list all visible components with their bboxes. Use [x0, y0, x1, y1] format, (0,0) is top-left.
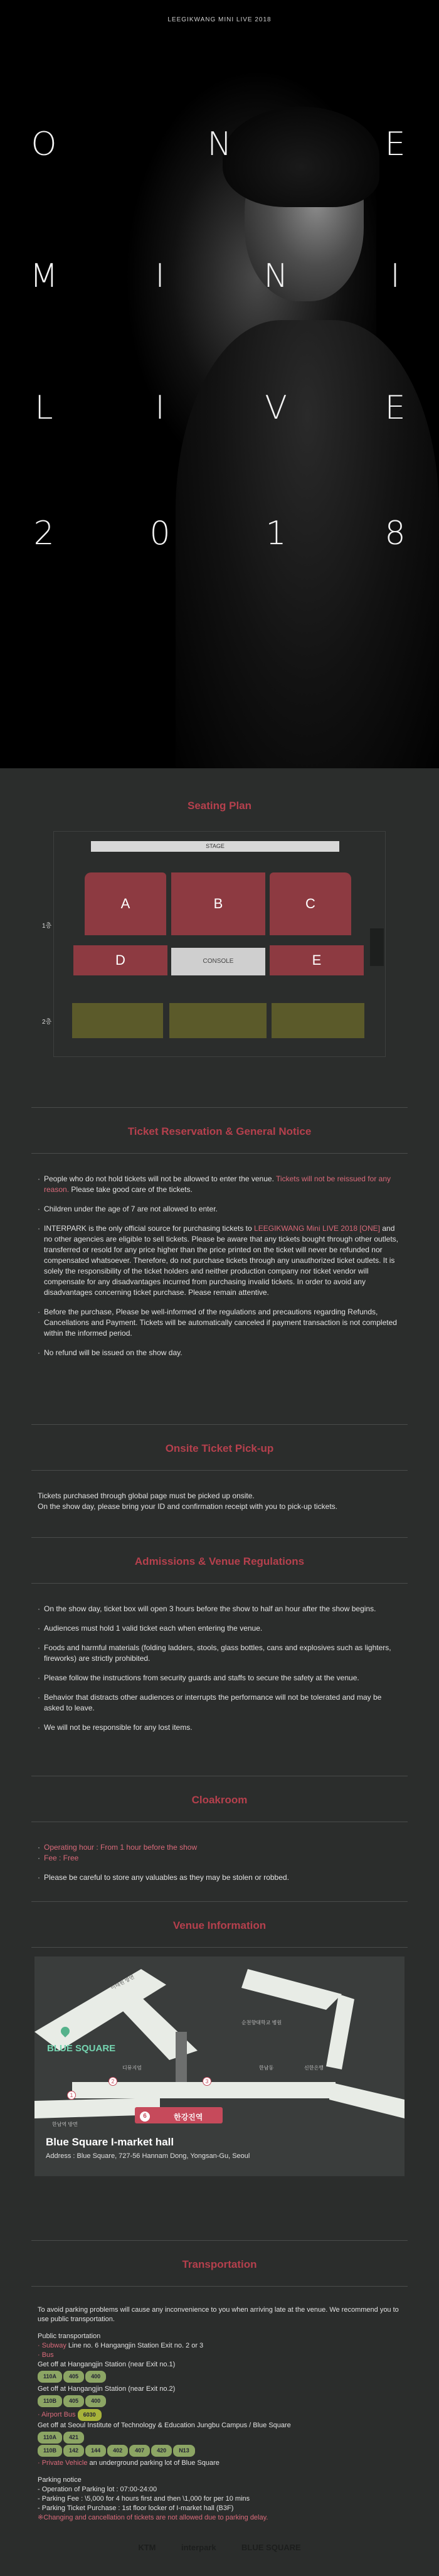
hero-letter: 2 [33, 515, 55, 552]
notice-text: Please take good care of the tickets. [71, 1185, 193, 1194]
divider [31, 2286, 408, 2287]
floor-1-label: 1층 [42, 923, 52, 930]
subway-text: Line no. 6 Hangangjin Station Exit no. 2 or 3 [68, 2342, 204, 2349]
notice-item [38, 1174, 400, 1195]
hero-letter: V [265, 389, 287, 427]
hero-letter: I [155, 257, 165, 295]
artist-hair [223, 107, 379, 207]
admissions-section [0, 1537, 439, 1776]
parking-title: Parking notice [38, 2476, 82, 2484]
parking-warning: ※Changing and cancellation of tickets are not allowed due to parking delay. [38, 2514, 268, 2521]
map-road-label: 순천향대학교 병원 [241, 2020, 282, 2026]
seat-block-c[interactable]: C [270, 872, 351, 935]
hero-topline: LEEGIKWANG MINI LIVE 2018 [167, 16, 272, 23]
admissions-item: · On the show day, ticket box will open 3 hours before the show to half an hour after the show begins. [38, 1604, 400, 1614]
seat-block-a[interactable]: A [85, 872, 166, 935]
map-station-label: 한강진역 [174, 2113, 203, 2122]
map-road-label: 한남역 방면 [52, 2122, 78, 2127]
seat-block-d[interactable]: D [73, 945, 167, 975]
bus-badge: 110B [38, 2445, 62, 2457]
hero-poster [0, 0, 439, 768]
transport-section [0, 2240, 439, 2526]
venue-title: Venue Information [172, 1919, 267, 1931]
pickup-line: Tickets purchased through global page must be picked up onsite. [38, 1491, 255, 1500]
venue-section [0, 1901, 439, 2240]
bus1-badges [38, 2371, 400, 2383]
exit-3-icon: 3 [203, 2077, 211, 2086]
admissions-item: · Behavior that distracts other audiences or interrupts the performance will not be tolerated and may be asked to leave. [38, 1692, 400, 1714]
cloakroom-section [0, 1776, 439, 1901]
bus-label: · Bus [38, 2351, 54, 2359]
bus3a-badges [38, 2432, 400, 2444]
bus2-text: Get off at Hangangjin Station (near Exit no.2) [38, 2385, 176, 2393]
bus2-badges [38, 2395, 400, 2407]
notice-item [38, 1307, 400, 1339]
hero-letter: I [390, 257, 400, 295]
private-row [38, 2459, 400, 2468]
stage: STAGE [91, 841, 339, 852]
pickup-section [0, 1424, 439, 1537]
divider [31, 1583, 408, 1584]
admissions-item: · We will not be responsible for any lost items. [38, 1722, 400, 1733]
hero-letter: N [263, 257, 288, 295]
divider [31, 1107, 408, 1108]
cloakroom-note: · Please be careful to store any valuables as they may be stolen or robbed. [38, 1872, 400, 1883]
hero-letter: 8 [384, 515, 406, 552]
hero-letter: M [29, 257, 58, 295]
bus-badge: 407 [129, 2445, 150, 2457]
bus-badge: 420 [151, 2445, 172, 2457]
notice-highlight: Tickets will not be reissued for any reason. [44, 1174, 391, 1194]
seat-block-2f-center[interactable] [169, 1003, 267, 1038]
public-label: Public transportation [38, 2332, 101, 2340]
private-text: an underground parking lot of Blue Square [89, 2459, 220, 2467]
console: CONSOLE [171, 948, 265, 975]
seating-map [34, 825, 405, 1107]
hero-letter: O [31, 126, 57, 163]
cloakroom-fee: · Fee : Free [38, 1853, 400, 1864]
exit-1-icon: 1 [67, 2091, 76, 2100]
hero-letter: I [155, 389, 165, 427]
notice-text: and no other agencies are eligible to sell tickets. Please be aware that any tickets bought through other outlets, transferred or resold for any price higher than the price printed on the ticket will never be refunded nor compensated whatsoever. Therefore, do not purchase tickets through any unauthorized ticket outlets. It is solely the responsibility of the ticket holders and neither production company nor ticket vendor will compensate for any disadvantages incurred from purchasing invalid tickets. In order to avoid any disadvantages concerning ticket purchase. Please remain attentive. [44, 1224, 399, 1297]
transport-intro: To avoid parking problems will cause any inconvenience to you when arriving late at the venue. We recommend you to use public transportation. [38, 2306, 399, 2323]
bus-badge: 142 [63, 2445, 84, 2457]
admissions-title: Admissions & Venue Regulations [134, 1555, 305, 1567]
venue-map[interactable] [34, 1956, 405, 2176]
subway-label: · Subway [38, 2342, 66, 2349]
seating-title: Seating Plan [187, 800, 252, 812]
line-6-icon: 6 [140, 2112, 150, 2122]
cloakroom-list [0, 1842, 439, 1883]
bus-badge: 144 [85, 2445, 106, 2457]
divider [31, 2240, 408, 2241]
bus-badge: 402 [107, 2445, 128, 2457]
bus-badge: 110A [38, 2371, 62, 2383]
bus1-text: Get off at Hangangjin Station (near Exit no.1) [38, 2361, 176, 2368]
map-road-label: 이태원 방면 [110, 1973, 135, 1992]
notice-item [38, 1348, 400, 1358]
divider [31, 1424, 408, 1425]
bus-badge: 400 [85, 2395, 106, 2407]
bus-badge: 405 [63, 2395, 84, 2407]
admissions-item: · Foods and harmful materials (folding ladders, stools, glass bottles, cans and explosives such as lighters, fireworks) are strictly prohibited. [38, 1643, 400, 1664]
interpark-logo: interpark [181, 2543, 216, 2552]
airport-row [38, 2409, 400, 2421]
divider [31, 1901, 408, 1902]
seat-block-2f-right[interactable] [272, 1003, 364, 1038]
transport-title: Transportation [182, 2258, 257, 2270]
divider [31, 1470, 408, 1471]
admissions-list [0, 1604, 439, 1733]
cloakroom-hours: · Operating hour : From 1 hour before the show [38, 1842, 400, 1853]
floor-2-label: 2층 [42, 1019, 52, 1026]
parking-line: - Parking Ticket Purchase : 1st floor locker of I-market hall (B3F) [38, 2504, 234, 2512]
notice-list [0, 1174, 439, 1358]
venue-address: Address : Blue Square, 727-56 Hannam Dong, Yongsan-Gu, Seoul [46, 2152, 250, 2160]
cloakroom-title: Cloakroom [191, 1794, 248, 1806]
notice-title: Ticket Reservation & General Notice [127, 1125, 312, 1137]
divider [31, 1537, 408, 1538]
bus-badge: 405 [63, 2371, 84, 2383]
seat-block-e[interactable]: E [270, 945, 364, 975]
notice-highlight: LEEGIKWANG Mini LIVE 2018 [ONE] [254, 1224, 381, 1233]
parking-line: - Operation of Parking lot : 07:00-24:00 [38, 2486, 157, 2493]
notice-text: Children under the age of 7 are not allowed to enter. [44, 1205, 218, 1213]
notice-section [0, 1107, 439, 1424]
bus3b-badges [38, 2445, 400, 2457]
venue-name: Blue Square I-market hall [46, 2136, 174, 2148]
seating-section [0, 768, 439, 1107]
seat-block-2f-left[interactable] [72, 1003, 163, 1038]
hero-letter: E [384, 126, 406, 163]
admissions-item: · Audiences must hold 1 valid ticket each when entering the venue. [38, 1623, 400, 1634]
hero-letter: E [384, 389, 406, 427]
divider [31, 1947, 408, 1948]
bus3-text: Get off at Seoul Institute of Technology & Education Jungbu Campus / Blue Square [38, 2422, 291, 2429]
notice-text: INTERPARK is the only official source for purchasing tickets to [44, 1224, 252, 1233]
subway-row [38, 2341, 400, 2351]
hero-letter: L [34, 389, 53, 427]
stairs [370, 928, 384, 966]
map-road-label: 한남동 [259, 2065, 274, 2071]
map-blue-square-label: BLUE SQUARE [47, 2043, 116, 2054]
exit-2-icon: 2 [108, 2077, 117, 2086]
airport-label: · Airport Bus [38, 2411, 76, 2418]
hero-letter: N [207, 126, 232, 163]
hero-letter: 1 [265, 515, 287, 552]
map-road-label: 디뮤지엄 [122, 2065, 142, 2071]
ktm-logo: KTM [138, 2543, 156, 2552]
bus-badge: 400 [85, 2371, 106, 2383]
bus-badge: 6030 [78, 2409, 102, 2421]
notice-item [38, 1204, 400, 1215]
hero-letter: 0 [149, 515, 171, 552]
notice-text: No refund will be issued on the show day. [44, 1348, 182, 1357]
bus-badge: 421 [63, 2432, 84, 2444]
admissions-item: · Please follow the instructions from security guards and staffs to secure the safety at the venue. [38, 1673, 400, 1683]
bus-badge: 110B [38, 2395, 62, 2407]
pickup-title: Onsite Ticket Pick-up [165, 1442, 274, 1454]
map-road-label: 신한은행 [304, 2065, 324, 2071]
divider [31, 1153, 408, 1154]
pickup-line: On the show day, please bring your ID and confirmation receipt with you to pick-up tickets. [38, 1502, 338, 1511]
blue-square-logo: BLUE SQUARE [241, 2543, 301, 2552]
notice-item [38, 1223, 400, 1298]
bus-badge: 110A [38, 2432, 62, 2444]
notice-text: People who do not hold tickets will not be allowed to enter the venue. [44, 1174, 274, 1183]
bus-badge: N13 [173, 2445, 195, 2457]
pickup-text [0, 1491, 439, 1512]
transport-text [0, 2305, 439, 2523]
seat-block-b[interactable]: B [171, 872, 265, 935]
private-label: · Private Vehicle [38, 2459, 88, 2467]
footer [0, 2526, 439, 2576]
notice-text: Before the purchase, Please be well-informed of the regulations and precautions regarding Refunds, Cancellations and Payment. Tickets will be automatically canceled if payment transaction is not completed within the informed period. [44, 1307, 397, 1338]
parking-line: - Parking Fee : \5,000 for 4 hours first and then \1,000 for per 10 mins [38, 2495, 250, 2503]
